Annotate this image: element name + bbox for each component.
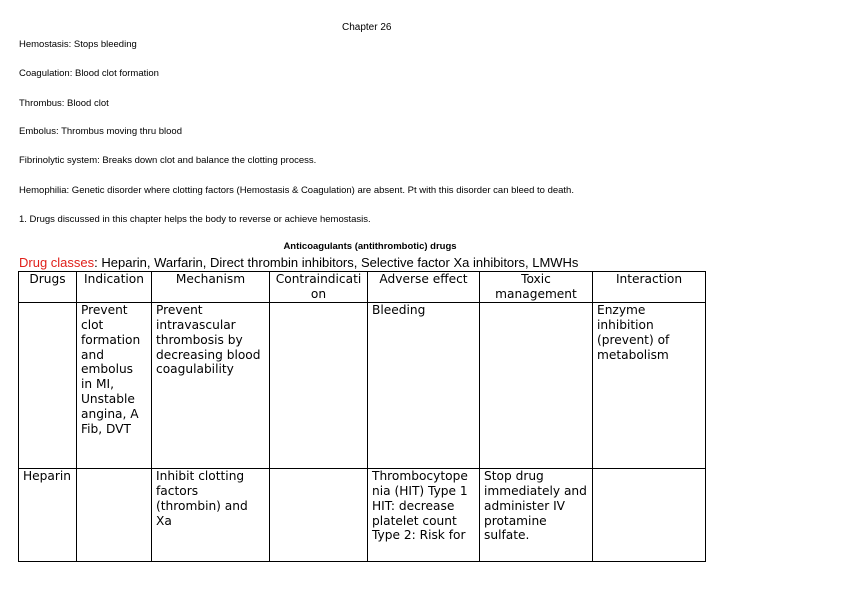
section-title: Anticoagulants (antithrombotic) drugs: [283, 241, 457, 252]
cell-contraindication: [270, 468, 368, 561]
definition-thrombus: Thrombus: Blood clot: [19, 98, 109, 109]
header-drugs: Drugs: [19, 272, 77, 303]
cell-mechanism: Prevent intravascular thrombosis by decreasing blood coagulability: [152, 302, 270, 468]
cell-contraindication: [270, 302, 368, 468]
cell-indication: Prevent clot formation and embolus in MI, Unstable angina, A Fib, DVT: [77, 302, 152, 468]
drug-classes-label: Drug classes: [19, 255, 95, 270]
table-header-row: [19, 272, 706, 303]
table-row: [19, 468, 706, 561]
cell-interaction: [593, 468, 706, 561]
drug-classes-text: : Heparin, Warfarin, Direct thrombin inhibitors, Selective factor Xa inhibitors, LMWHs: [94, 255, 579, 270]
drug-table: [18, 271, 706, 562]
cell-drug: [19, 302, 77, 468]
cell-adverse-effect: Bleeding: [368, 302, 480, 468]
drug-classes-line: [19, 255, 578, 270]
definition-coagulation: Coagulation: Blood clot formation: [19, 68, 159, 79]
cell-adverse-effect: Thrombocytopenia (HIT) Type 1 HIT: decrease platelet count Type 2: Risk for: [368, 468, 480, 561]
definition-hemophilia: Hemophilia: Genetic disorder where clotting factors (Hemostasis & Coagulation) are absent. Pt with this disorder can bleed to death.: [19, 185, 574, 196]
cell-toxic-management: Stop drug immediately and administer IV protamine sulfate.: [480, 468, 593, 561]
definition-embolus: Embolus: Thrombus moving thru blood: [19, 126, 182, 137]
definition-fibrinolytic: Fibrinolytic system: Breaks down clot and balance the clotting process.: [19, 155, 317, 166]
note-hemostasis: 1. Drugs discussed in this chapter helps the body to reverse or achieve hemostasis.: [19, 214, 371, 225]
table-row: [19, 302, 706, 468]
definition-hemostasis: Hemostasis: Stops bleeding: [19, 39, 137, 50]
header-adverse-effect: Adverse effect: [368, 272, 480, 303]
cell-interaction: Enzyme inhibition (prevent) of metabolism: [593, 302, 706, 468]
cell-indication: [77, 468, 152, 561]
cell-mechanism: Inhibit clotting factors (thrombin) and Xa: [152, 468, 270, 561]
chapter-title: Chapter 26: [342, 22, 392, 33]
header-indication: Indication: [77, 272, 152, 303]
header-contraindication: Contraindication: [270, 272, 368, 303]
header-mechanism: Mechanism: [152, 272, 270, 303]
cell-drug: Heparin: [19, 468, 77, 561]
header-interaction: Interaction: [593, 272, 706, 303]
header-toxic-management: Toxic management: [480, 272, 593, 303]
cell-toxic-management: [480, 302, 593, 468]
